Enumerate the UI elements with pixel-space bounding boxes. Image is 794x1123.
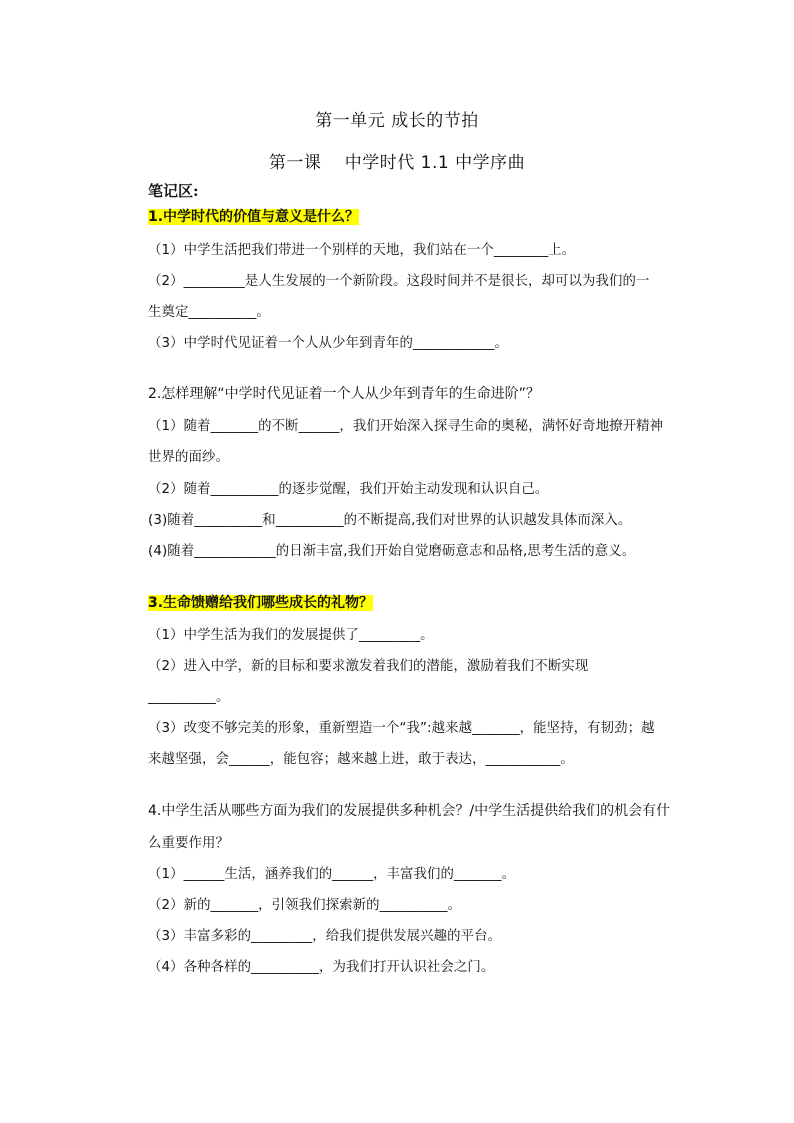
notes-label: 笔记区: (148, 182, 199, 200)
question-4-line-1: 么重要作用？ (148, 836, 229, 851)
question-1-line-4: （3）中学时代见证着一个人从少年到青年的____________。 (148, 336, 508, 351)
question-2-line-2: 世界的面纱。 (148, 450, 229, 465)
question-2-line-3: （2）随着__________的逐步觉醒，我们开始主动发现和认识自己。 (148, 482, 549, 497)
question-2-line-5: (4)随着____________的日渐丰富,我们开始自觉磨砺意志和品格,思考生活的意义。 (148, 544, 636, 559)
question-4-line-2: （1）______生活，涵养我们的______，丰富我们的_______。 (148, 867, 516, 882)
question-1-line-3: 生奠定__________。 (148, 305, 270, 320)
question-1: 1.中学时代的价值与意义是什么？ (148, 209, 360, 225)
question-3-line-1: （1）中学生活为我们的发展提供了_________。 (148, 628, 434, 643)
question-4-line-3: （2）新的_______，引领我们探索新的__________。 (148, 898, 462, 913)
question-3-line-4: （3）改变不够完美的形象，重新塑造一个“我”:越来越_______，能坚持，有韧劲；越 (148, 721, 655, 736)
question-3-line-5: 来越坚强，会______，能包容；越来越上进，敢于表达，___________。 (148, 752, 574, 767)
question-3: 3.生命馈赠给我们哪些成长的礼物？ (148, 595, 374, 611)
question-4: 4.中学生活从哪些方面为我们的发展提供多种机会？/中学生活提供给我们的机会有什 (148, 803, 671, 819)
question-3-line-2: （2）进入中学，新的目标和要求激发着我们的潜能，激励着我们不断实现 (148, 659, 589, 674)
unit-title: 第一单元 成长的节拍 (315, 111, 479, 131)
question-4-line-4: （3）丰富多彩的_________，给我们提供发展兴趣的平台。 (148, 929, 502, 944)
question-2-line-4: (3)随着__________和__________的不断提高,我们对世界的认识越发具体而深入。 (148, 513, 632, 528)
question-4-line-5: （4）各种各样的__________，为我们打开认识社会之门。 (148, 960, 495, 975)
question-2: 2.怎样理解“中学时代见证着一个人从少年到青年的生命进阶”？ (148, 386, 540, 402)
question-2-line-1: （1）随着_______的不断______，我们开始深入探寻生命的奥秘，满怀好奇地撩开精神 (148, 419, 664, 434)
lesson-title: 第一课 中学时代 1.1 中学序曲 (268, 153, 526, 173)
question-1-line-2: （2）_________是人生发展的一个新阶段。这段时间并不是很长，却可以为我们的一 (148, 274, 650, 289)
question-1-line-1: （1）中学生活把我们带进一个别样的天地，我们站在一个________上。 (148, 243, 576, 258)
question-3-line-3: __________。 (148, 690, 230, 705)
